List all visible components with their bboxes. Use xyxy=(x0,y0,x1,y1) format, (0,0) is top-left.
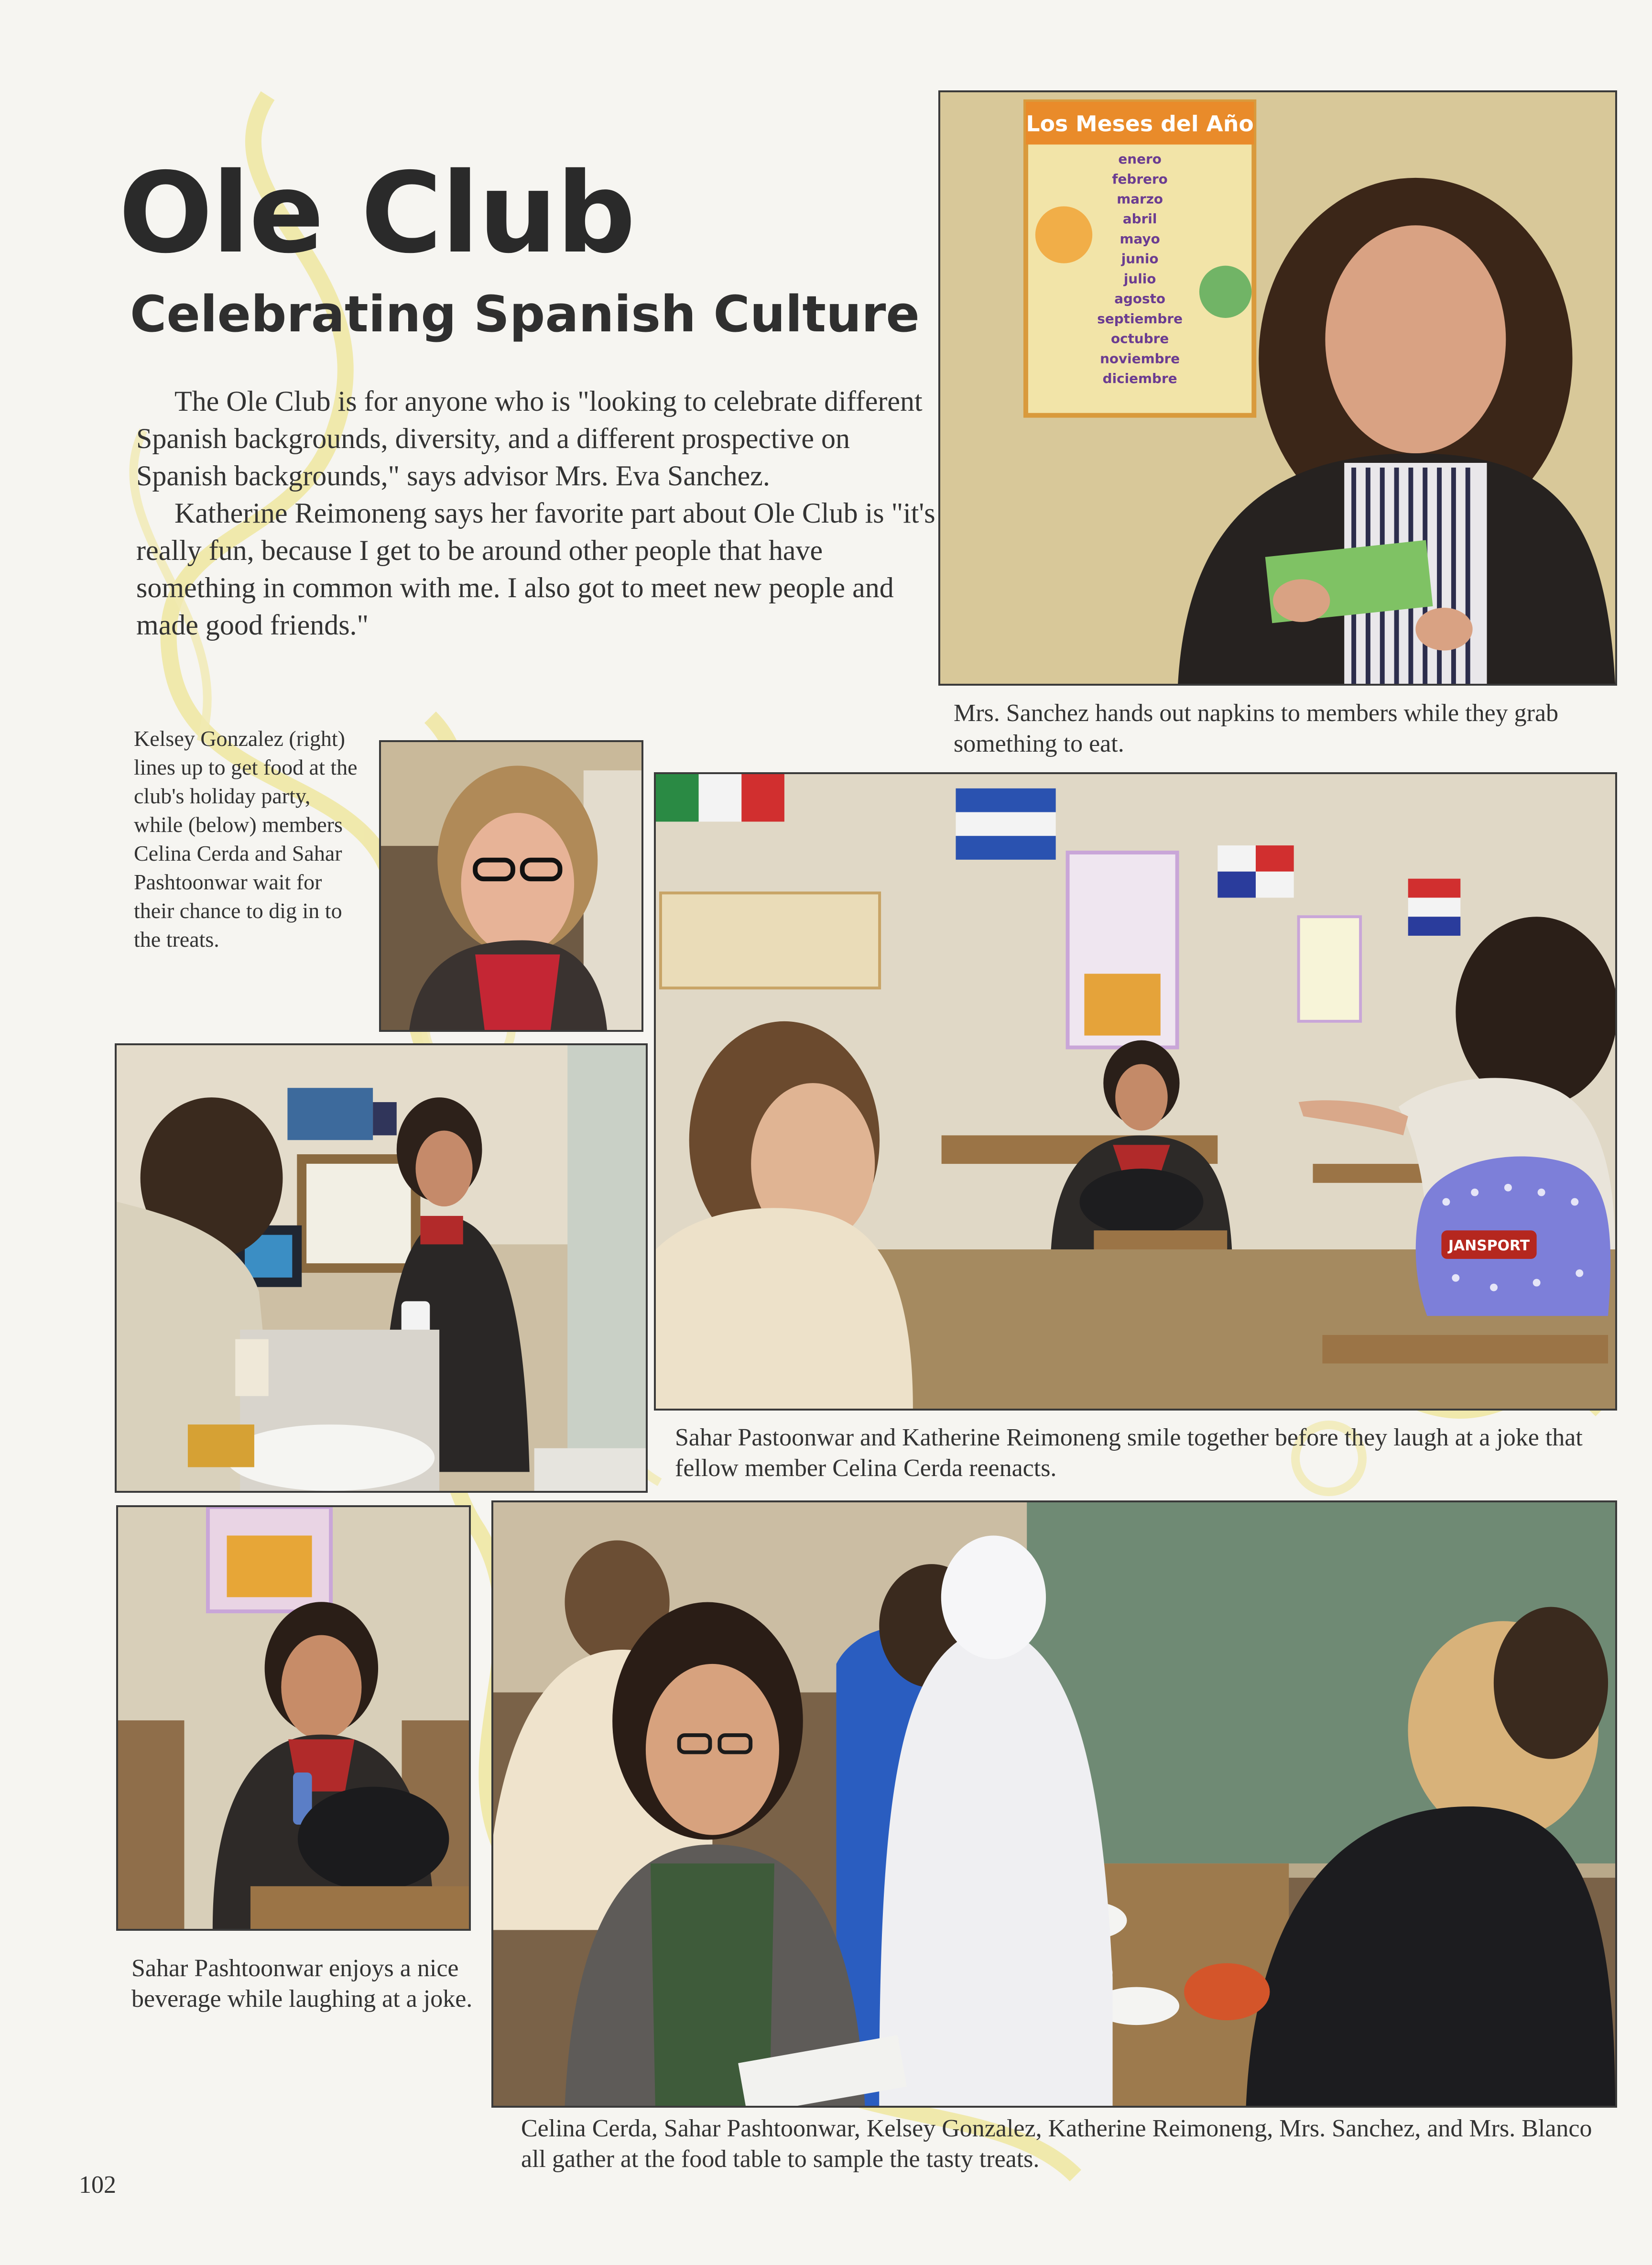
poster-month: octubre xyxy=(1110,330,1169,347)
photo-sanchez xyxy=(938,90,1617,686)
caption-group-food-table: Celina Cerda, Sahar Pashtoonwar, Kelsey Gonzalez, Katherine Reimoneng, Mrs. Sanchez, and Mrs. Blanco all gather at the food table to sample the tasty treats. xyxy=(521,2115,1592,2173)
article-body xyxy=(136,383,939,644)
poster-month: julio xyxy=(1123,271,1156,287)
poster-month: agosto xyxy=(1114,291,1166,307)
photo-classroom xyxy=(654,772,1617,1411)
caption-classroom: Sahar Pastoonwar and Katherine Reimoneng smile together before they laugh at a joke that fellow member Celina Cerda reenacts. xyxy=(675,1424,1583,1482)
poster-month: diciembre xyxy=(1102,371,1177,387)
poster-month: junio xyxy=(1121,251,1159,267)
caption-sahar: Sahar Pashtoonwar enjoys a nice beverage while laughing at a joke. xyxy=(131,1955,473,2013)
article-paragraph: Katherine Reimoneng says her favorite part about Ole Club is "it's really fun, because I get to be around other people that have something in common with me. I also got to meet new people and made good friends." xyxy=(136,497,935,641)
photo-waiting-members xyxy=(115,1043,648,1493)
caption-kelsey: Kelsey Gonzalez (right) lines up to get food at the club's holiday party, while (below) members Celina Cerda and Sahar Pashtoonwar wait for their chance to dig in to the treats. xyxy=(134,726,358,952)
poster-month: febrero xyxy=(1112,171,1168,187)
photo-kelsey xyxy=(379,740,643,1032)
poster-month: enero xyxy=(1118,151,1162,167)
poster-title: Los Meses del Año xyxy=(1026,111,1254,137)
photo-sahar xyxy=(116,1505,471,1931)
caption-sanchez: Mrs. Sanchez hands out napkins to members while they grab something to eat. xyxy=(954,700,1559,757)
article-paragraph: The Ole Club is for anyone who is "looking to celebrate different Spanish backgrounds, diversity, and a different prospective on Spanish backgrounds," says advisor Mrs. Eva Sanchez. xyxy=(136,385,923,492)
page-number: 102 xyxy=(79,2171,116,2199)
poster-month: abril xyxy=(1122,211,1157,227)
poster-month: noviembre xyxy=(1100,350,1180,367)
poster-month: septiembre xyxy=(1097,310,1183,327)
backpack-logo: JANSPORT xyxy=(1448,1237,1530,1254)
poster-month: mayo xyxy=(1119,230,1160,247)
page-title: Ole Club xyxy=(119,149,635,278)
page-subtitle: Celebrating Spanish Culture xyxy=(130,285,920,343)
photo-group-food-table xyxy=(491,1500,1617,2108)
poster-month: marzo xyxy=(1117,191,1163,207)
